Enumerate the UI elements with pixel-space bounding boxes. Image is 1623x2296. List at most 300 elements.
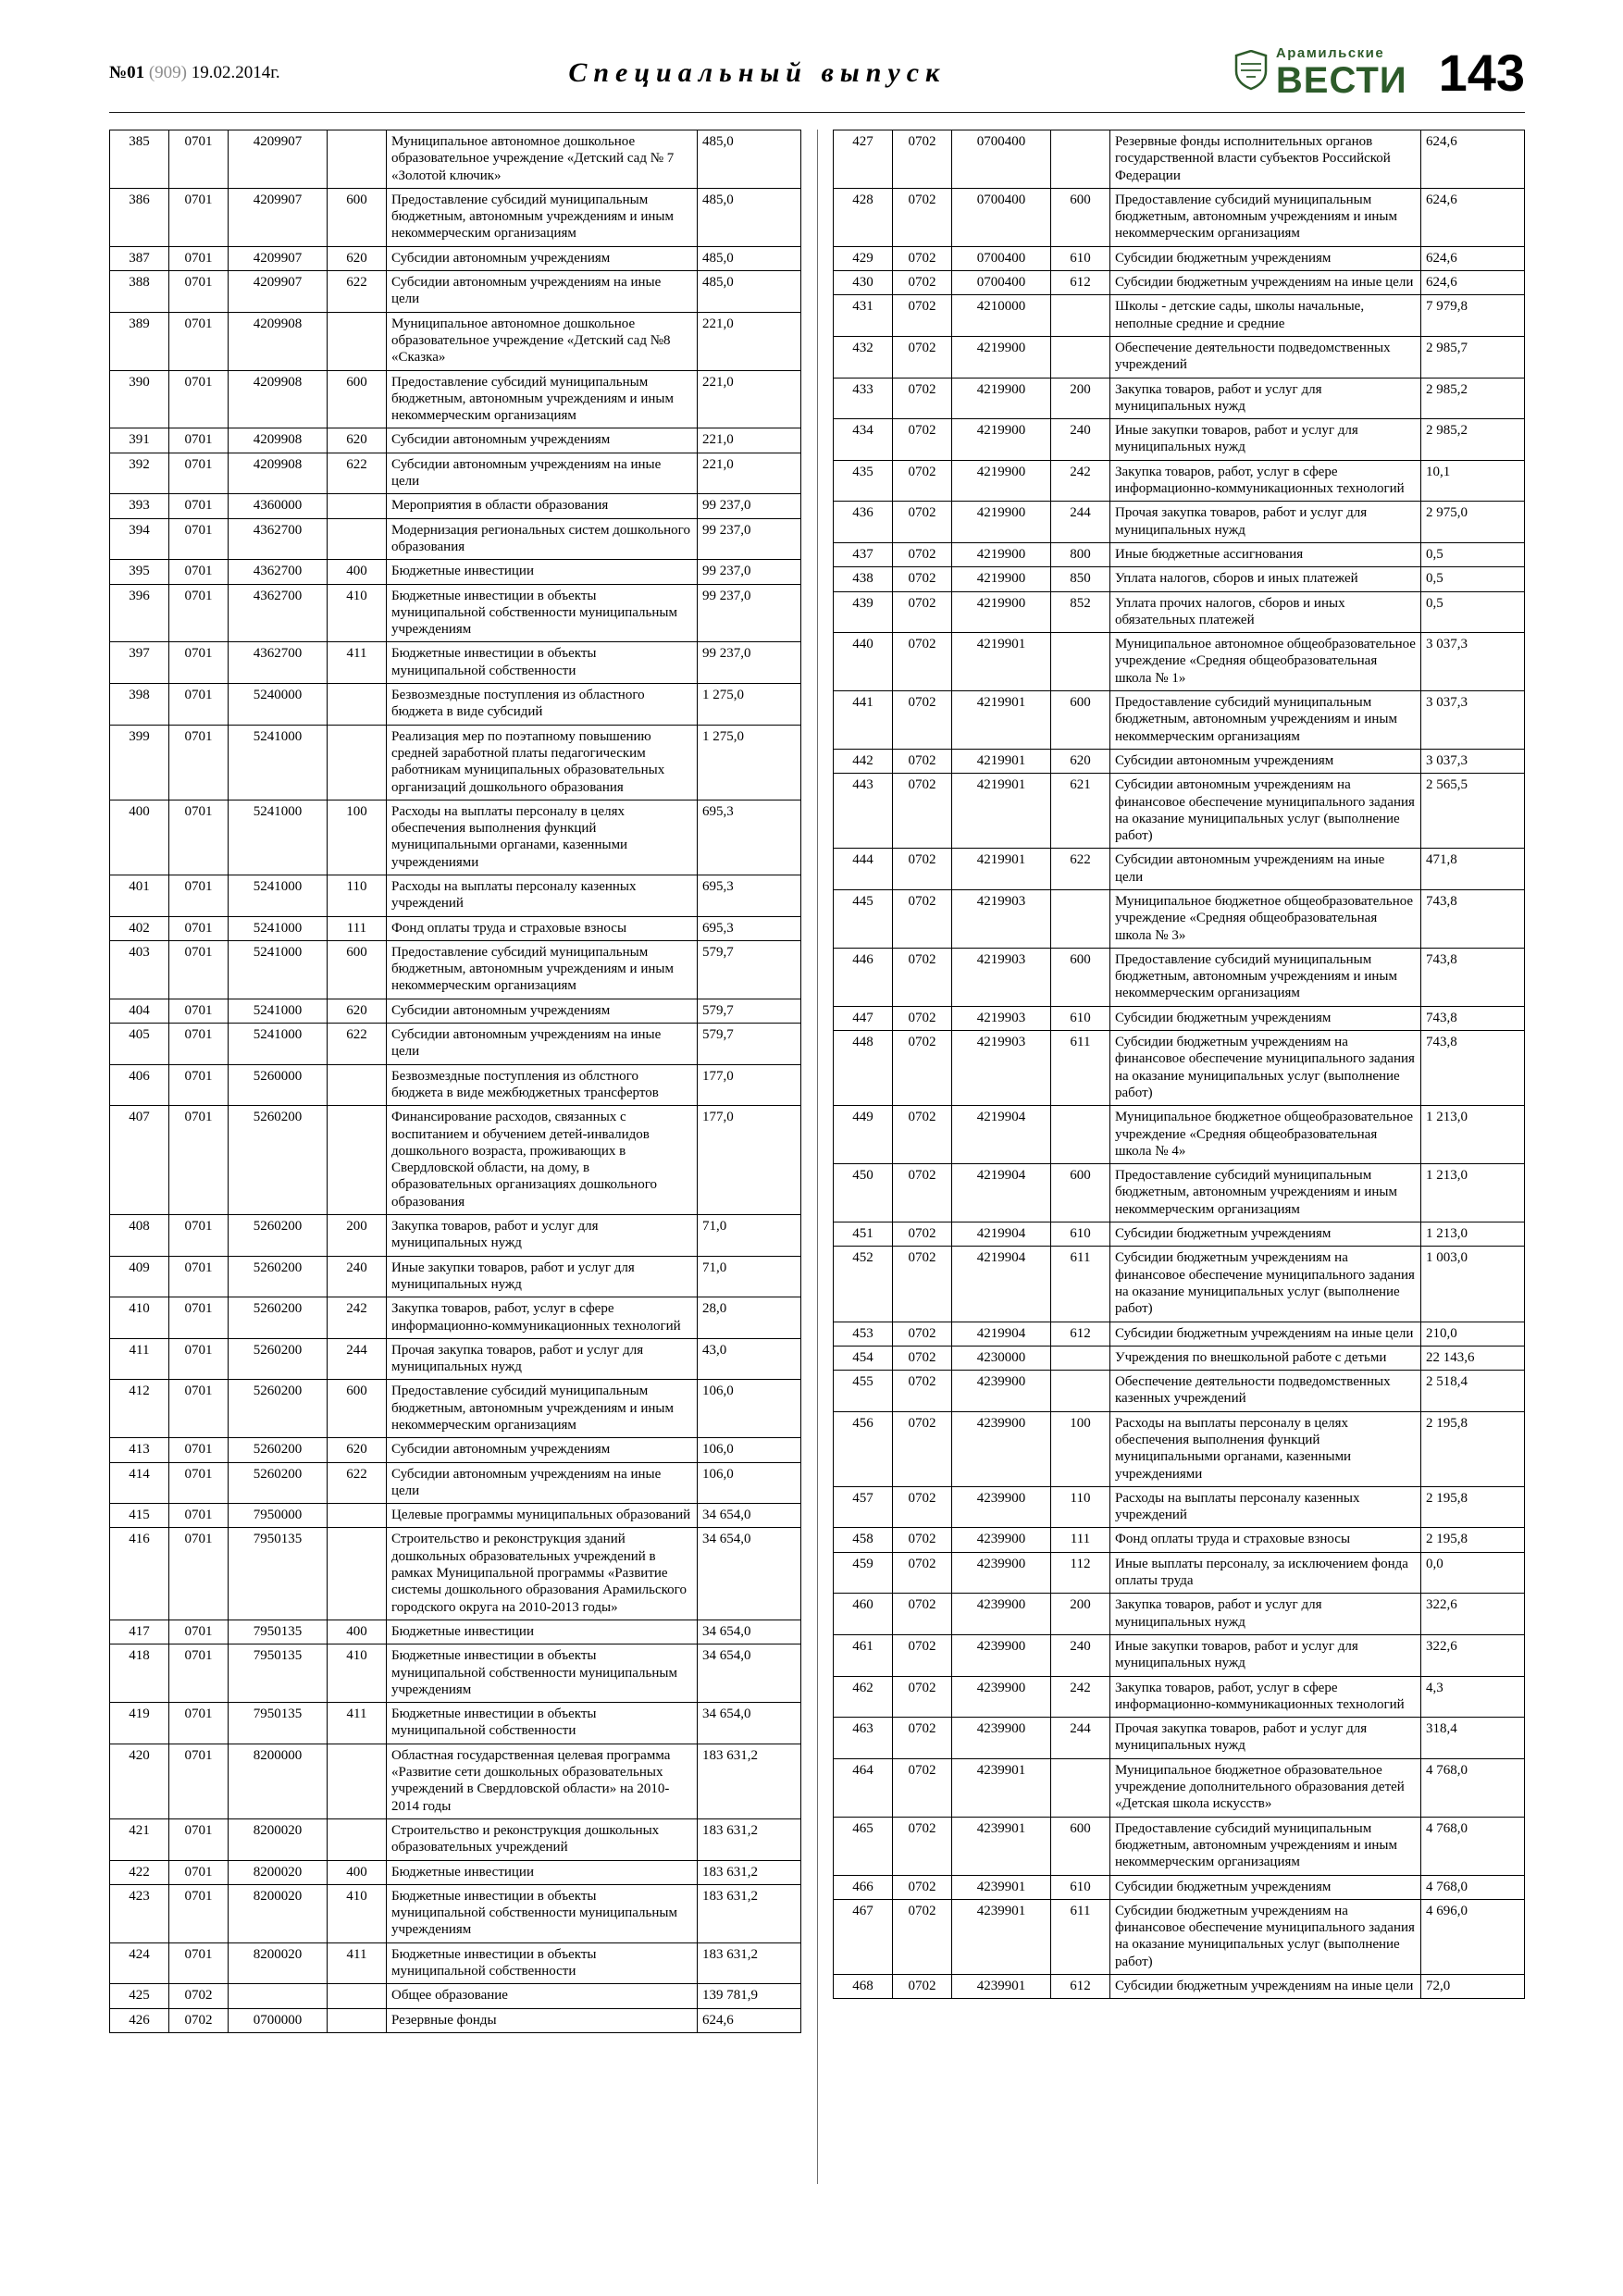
- row-number-cell: 467: [834, 1899, 893, 1974]
- target-item-code-cell: 8200020: [229, 1942, 328, 1984]
- amount-cell: 221,0: [698, 453, 801, 494]
- amount-cell: 2 985,2: [1421, 378, 1525, 419]
- expense-type-code-cell: 411: [328, 1703, 387, 1744]
- amount-cell: 579,7: [698, 1024, 801, 1065]
- section-code-cell: 0702: [893, 849, 952, 890]
- table-row: [110, 1064, 801, 1106]
- target-item-code-cell: 4219900: [952, 542, 1051, 566]
- section-code-cell: 0702: [893, 1222, 952, 1247]
- amount-cell: 2 195,8: [1421, 1528, 1525, 1552]
- expense-type-code-cell: 200: [328, 1215, 387, 1257]
- description-cell: Строительство и реконструкция дошкольных образовательных учреждений: [387, 1818, 698, 1860]
- description-cell: Муниципальное бюджетное образовательное учреждение дополнительного образования детей «Детская школа искусств»: [1110, 1758, 1421, 1817]
- table-row: [110, 1256, 801, 1297]
- expense-type-code-cell: 242: [1051, 1676, 1110, 1718]
- section-code-cell: 0702: [893, 1164, 952, 1222]
- row-number-cell: 422: [110, 1860, 169, 1884]
- row-number-cell: 418: [110, 1644, 169, 1703]
- section-code-cell: 0701: [169, 999, 229, 1023]
- expense-type-code-cell: [1051, 1346, 1110, 1370]
- amount-cell: 2 518,4: [1421, 1371, 1525, 1412]
- description-cell: Расходы на выплаты персоналу в целях обеспечения выполнения функций муниципальными органами, казенными учреждениями: [1110, 1411, 1421, 1486]
- target-item-code-cell: 4219901: [952, 691, 1051, 750]
- amount-cell: 2 975,0: [1421, 502, 1525, 543]
- section-code-cell: 0702: [893, 1247, 952, 1322]
- section-code-cell: 0702: [893, 271, 952, 295]
- amount-cell: 210,0: [1421, 1322, 1525, 1346]
- description-cell: Предоставление субсидий муниципальным бюджетным, автономным учреждениям и иным некоммерческим организациям: [1110, 691, 1421, 750]
- table-row: [110, 1942, 801, 1984]
- expense-type-code-cell: 611: [1051, 1247, 1110, 1322]
- row-number-cell: 389: [110, 312, 169, 370]
- target-item-code-cell: 4219900: [952, 378, 1051, 419]
- description-cell: Бюджетные инвестиции в объекты муниципальной собственности муниципальным учреждениям: [387, 1884, 698, 1942]
- section-code-cell: 0702: [169, 2008, 229, 2032]
- issue-code: (909): [148, 62, 187, 82]
- description-cell: Бюджетные инвестиции в объекты муниципальной собственности муниципальным учреждениям: [387, 1644, 698, 1703]
- section-code-cell: 0702: [893, 1676, 952, 1718]
- section-code-cell: 0702: [893, 130, 952, 189]
- description-cell: Муниципальное автономное дошкольное образовательное учреждение «Детский сад №8 «Сказка»: [387, 312, 698, 370]
- target-item-code-cell: 4219903: [952, 889, 1051, 948]
- section-code-cell: 0702: [893, 948, 952, 1006]
- target-item-code-cell: 4239901: [952, 1758, 1051, 1817]
- table-row: [110, 584, 801, 642]
- table-row: [834, 188, 1525, 246]
- section-code-cell: 0702: [893, 774, 952, 849]
- amount-cell: 485,0: [698, 130, 801, 189]
- description-cell: Субсидии бюджетным учреждениям на финансовое обеспечение муниципального задания на оказание муниципальных услуг (выполнение работ): [1110, 1247, 1421, 1322]
- description-cell: Бюджетные инвестиции в объекты муниципальной собственности муниципальным учреждениям: [387, 584, 698, 642]
- row-number-cell: 441: [834, 691, 893, 750]
- expense-type-code-cell: 410: [328, 1644, 387, 1703]
- expense-type-code-cell: 610: [1051, 246, 1110, 270]
- table-row: [110, 940, 801, 999]
- expense-type-code-cell: 240: [328, 1256, 387, 1297]
- row-number-cell: 391: [110, 428, 169, 453]
- section-code-cell: 0701: [169, 1884, 229, 1942]
- row-number-cell: 393: [110, 494, 169, 518]
- section-code-cell: 0702: [893, 378, 952, 419]
- section-code-cell: 0702: [893, 1817, 952, 1875]
- amount-cell: 183 631,2: [698, 1744, 801, 1818]
- table-row: [834, 1634, 1525, 1676]
- row-number-cell: 421: [110, 1818, 169, 1860]
- expense-type-code-cell: [328, 1818, 387, 1860]
- row-number-cell: 435: [834, 460, 893, 502]
- section-code-cell: 0701: [169, 1064, 229, 1106]
- expense-type-code-cell: [1051, 633, 1110, 691]
- description-cell: Субсидии бюджетным учреждениям: [1110, 1006, 1421, 1030]
- description-cell: Иные закупки товаров, работ и услуг для муниципальных нужд: [1110, 419, 1421, 461]
- target-item-code-cell: 4219904: [952, 1322, 1051, 1346]
- section-code-cell: 0701: [169, 916, 229, 940]
- section-code-cell: 0701: [169, 1504, 229, 1528]
- amount-cell: 99 237,0: [698, 584, 801, 642]
- description-cell: Обеспечение деятельности подведомственных учреждений: [1110, 336, 1421, 378]
- target-item-code-cell: 4239900: [952, 1411, 1051, 1486]
- row-number-cell: 399: [110, 725, 169, 800]
- row-number-cell: 465: [834, 1817, 893, 1875]
- target-item-code-cell: 4219900: [952, 591, 1051, 633]
- target-item-code-cell: 4209907: [229, 130, 328, 189]
- page-header: [109, 43, 1525, 113]
- target-item-code-cell: 4219901: [952, 849, 1051, 890]
- row-number-cell: 442: [834, 749, 893, 773]
- target-item-code-cell: 4210000: [952, 295, 1051, 337]
- amount-cell: 99 237,0: [698, 642, 801, 684]
- table-row: [834, 1031, 1525, 1106]
- description-cell: Муниципальное автономное дошкольное образовательное учреждение «Детский сад № 7 «Золотой ключик»: [387, 130, 698, 189]
- section-code-cell: 0701: [169, 453, 229, 494]
- section-code-cell: 0701: [169, 1462, 229, 1504]
- row-number-cell: 407: [110, 1106, 169, 1215]
- table-row: [834, 591, 1525, 633]
- target-item-code-cell: 4209908: [229, 370, 328, 428]
- row-number-cell: 444: [834, 849, 893, 890]
- description-cell: Предоставление субсидий муниципальным бюджетным, автономным учреждениям и иным некоммерческим организациям: [387, 188, 698, 246]
- description-cell: Закупка товаров, работ, услуг в сфере информационно-коммуникационных технологий: [1110, 460, 1421, 502]
- amount-cell: 743,8: [1421, 948, 1525, 1006]
- expense-type-code-cell: 242: [328, 1297, 387, 1339]
- section-code-cell: 0701: [169, 584, 229, 642]
- section-code-cell: 0702: [893, 295, 952, 337]
- amount-cell: 43,0: [698, 1338, 801, 1380]
- target-item-code-cell: 5241000: [229, 999, 328, 1023]
- page-number: 143: [1438, 43, 1525, 102]
- table-row: [110, 1528, 801, 1620]
- table-row: [834, 1676, 1525, 1718]
- description-cell: Прочая закупка товаров, работ и услуг для муниципальных нужд: [1110, 502, 1421, 543]
- expense-type-code-cell: 611: [1051, 1031, 1110, 1106]
- target-item-code-cell: 4362700: [229, 518, 328, 560]
- description-cell: Субсидии автономным учреждениям: [387, 428, 698, 453]
- table-row: [834, 1758, 1525, 1817]
- table-row: [834, 460, 1525, 502]
- table-row: [834, 1875, 1525, 1899]
- expense-type-code-cell: [1051, 889, 1110, 948]
- amount-cell: 10,1: [1421, 460, 1525, 502]
- section-code-cell: 0701: [169, 725, 229, 800]
- amount-cell: 3 037,3: [1421, 691, 1525, 750]
- target-item-code-cell: 4219900: [952, 460, 1051, 502]
- table-row: [834, 948, 1525, 1006]
- target-item-code-cell: 5260200: [229, 1338, 328, 1380]
- target-item-code-cell: 4219903: [952, 1006, 1051, 1030]
- description-cell: Безвозмездные поступления из облстного бюджета в виде межбюджетных трансфертов: [387, 1064, 698, 1106]
- section-code-cell: 0701: [169, 1297, 229, 1339]
- target-item-code-cell: 4230000: [952, 1346, 1051, 1370]
- table-row: [110, 1215, 801, 1257]
- description-cell: Резервные фонды: [387, 2008, 698, 2032]
- expense-type-code-cell: 110: [328, 875, 387, 916]
- table-row: [110, 1703, 801, 1744]
- row-number-cell: 456: [834, 1411, 893, 1486]
- expense-type-code-cell: 400: [328, 560, 387, 584]
- amount-cell: 2 985,7: [1421, 336, 1525, 378]
- description-cell: Предоставление субсидий муниципальным бюджетным, автономным учреждениям и иным некоммерческим организациям: [387, 1380, 698, 1438]
- expense-type-code-cell: [328, 1106, 387, 1215]
- target-item-code-cell: 4362700: [229, 584, 328, 642]
- row-number-cell: 416: [110, 1528, 169, 1620]
- row-number-cell: 426: [110, 2008, 169, 2032]
- row-number-cell: 385: [110, 130, 169, 189]
- description-cell: Расходы на выплаты персоналу в целях обеспечения выполнения функций муниципальными органами, казенными учреждениями: [387, 800, 698, 875]
- row-number-cell: 459: [834, 1552, 893, 1594]
- table-row: [834, 1322, 1525, 1346]
- row-number-cell: 430: [834, 271, 893, 295]
- row-number-cell: 394: [110, 518, 169, 560]
- table-row: [110, 642, 801, 684]
- table-row: [110, 1338, 801, 1380]
- section-code-cell: 0701: [169, 875, 229, 916]
- row-number-cell: 448: [834, 1031, 893, 1106]
- amount-cell: 4 768,0: [1421, 1758, 1525, 1817]
- target-item-code-cell: 5260200: [229, 1215, 328, 1257]
- row-number-cell: 396: [110, 584, 169, 642]
- table-row: [110, 1620, 801, 1644]
- description-cell: Прочая закупка товаров, работ и услуг для муниципальных нужд: [387, 1338, 698, 1380]
- amount-cell: 2 565,5: [1421, 774, 1525, 849]
- table-row: [110, 1984, 801, 2008]
- section-code-cell: 0701: [169, 684, 229, 726]
- row-number-cell: 464: [834, 1758, 893, 1817]
- description-cell: Мероприятия в области образования: [387, 494, 698, 518]
- table-row: [834, 1222, 1525, 1247]
- amount-cell: 624,6: [1421, 271, 1525, 295]
- amount-cell: 183 631,2: [698, 1860, 801, 1884]
- row-number-cell: 386: [110, 188, 169, 246]
- row-number-cell: 392: [110, 453, 169, 494]
- table-row: [110, 1744, 801, 1818]
- target-item-code-cell: 4239900: [952, 1528, 1051, 1552]
- table-row: [834, 774, 1525, 849]
- section-code-cell: 0702: [893, 633, 952, 691]
- amount-cell: 0,5: [1421, 542, 1525, 566]
- section-code-cell: 0701: [169, 1024, 229, 1065]
- target-item-code-cell: 5260200: [229, 1438, 328, 1462]
- expense-type-code-cell: 240: [1051, 419, 1110, 461]
- table-row: [834, 1528, 1525, 1552]
- target-item-code-cell: 4239900: [952, 1486, 1051, 1528]
- brand-name: ВЕСТИ: [1275, 60, 1407, 101]
- section-code-cell: 0701: [169, 1620, 229, 1644]
- description-cell: Иные закупки товаров, работ и услуг для муниципальных нужд: [1110, 1634, 1421, 1676]
- amount-cell: 99 237,0: [698, 560, 801, 584]
- amount-cell: 99 237,0: [698, 518, 801, 560]
- expense-type-code-cell: [1051, 1106, 1110, 1164]
- expense-type-code-cell: 112: [1051, 1552, 1110, 1594]
- table-row: [110, 428, 801, 453]
- description-cell: Предоставление субсидий муниципальным бюджетным, автономным учреждениям и иным некоммерческим организациям: [387, 940, 698, 999]
- expense-type-code-cell: 110: [1051, 1486, 1110, 1528]
- row-number-cell: 437: [834, 542, 893, 566]
- table-row: [110, 1818, 801, 1860]
- expense-type-code-cell: 244: [328, 1338, 387, 1380]
- table-row: [110, 1504, 801, 1528]
- row-number-cell: 424: [110, 1942, 169, 1984]
- target-item-code-cell: 4209907: [229, 271, 328, 313]
- description-cell: Иные бюджетные ассигнования: [1110, 542, 1421, 566]
- description-cell: Субсидии бюджетным учреждениям на финансовое обеспечение муниципального задания на оказание муниципальных услуг (выполнение работ): [1110, 1031, 1421, 1106]
- section-code-cell: 0702: [893, 1899, 952, 1974]
- expense-type-code-cell: 600: [1051, 1817, 1110, 1875]
- table-row: [834, 1718, 1525, 1759]
- amount-cell: 106,0: [698, 1462, 801, 1504]
- target-item-code-cell: 4239901: [952, 1875, 1051, 1899]
- target-item-code-cell: 7950135: [229, 1644, 328, 1703]
- target-item-code-cell: 0700400: [952, 188, 1051, 246]
- section-code-cell: 0701: [169, 940, 229, 999]
- row-number-cell: 450: [834, 1164, 893, 1222]
- newspaper-brand: [1234, 46, 1407, 99]
- row-number-cell: 403: [110, 940, 169, 999]
- table-row: [110, 1860, 801, 1884]
- amount-cell: 743,8: [1421, 1006, 1525, 1030]
- row-number-cell: 455: [834, 1371, 893, 1412]
- description-cell: Бюджетные инвестиции в объекты муниципальной собственности: [387, 1703, 698, 1744]
- expense-type-code-cell: 411: [328, 1942, 387, 1984]
- expense-type-code-cell: [1051, 1371, 1110, 1412]
- amount-cell: 28,0: [698, 1297, 801, 1339]
- row-number-cell: 402: [110, 916, 169, 940]
- description-cell: Муниципальное бюджетное общеобразовательное учреждение «Средняя общеобразовательная школа № 4»: [1110, 1106, 1421, 1164]
- row-number-cell: 463: [834, 1718, 893, 1759]
- expense-type-code-cell: [328, 1064, 387, 1106]
- amount-cell: 3 037,3: [1421, 749, 1525, 773]
- amount-cell: 579,7: [698, 940, 801, 999]
- description-cell: Резервные фонды исполнительных органов государственной власти субъектов Российской Федерации: [1110, 130, 1421, 189]
- description-cell: Субсидии автономным учреждениям на иные цели: [387, 453, 698, 494]
- description-cell: Безвозмездные поступления из областного бюджета в виде субсидий: [387, 684, 698, 726]
- section-code-cell: 0701: [169, 518, 229, 560]
- table-row: [834, 542, 1525, 566]
- target-item-code-cell: 5241000: [229, 800, 328, 875]
- expense-type-code-cell: [328, 684, 387, 726]
- section-code-cell: 0701: [169, 1106, 229, 1215]
- table-row: [110, 725, 801, 800]
- table-row: [834, 1552, 1525, 1594]
- row-number-cell: 400: [110, 800, 169, 875]
- description-cell: Субсидии бюджетным учреждениям на иные цели: [1110, 1322, 1421, 1346]
- row-number-cell: 398: [110, 684, 169, 726]
- target-item-code-cell: 0700400: [952, 130, 1051, 189]
- row-number-cell: 428: [834, 188, 893, 246]
- description-cell: Фонд оплаты труда и страховые взносы: [1110, 1528, 1421, 1552]
- table-row: [834, 1247, 1525, 1322]
- row-number-cell: 432: [834, 336, 893, 378]
- section-code-cell: 0702: [893, 419, 952, 461]
- description-cell: Уплата прочих налогов, сборов и иных обязательных платежей: [1110, 591, 1421, 633]
- expense-type-code-cell: 620: [328, 246, 387, 270]
- description-cell: Школы - детские сады, школы начальные, неполные средние и средние: [1110, 295, 1421, 337]
- expense-type-code-cell: [1051, 295, 1110, 337]
- target-item-code-cell: 0700000: [229, 2008, 328, 2032]
- expense-type-code-cell: 621: [1051, 774, 1110, 849]
- row-number-cell: 458: [834, 1528, 893, 1552]
- amount-cell: 22 143,6: [1421, 1346, 1525, 1370]
- description-cell: Субсидии бюджетным учреждениям: [1110, 246, 1421, 270]
- expense-type-code-cell: [1051, 336, 1110, 378]
- section-code-cell: 0701: [169, 370, 229, 428]
- section-code-cell: 0701: [169, 271, 229, 313]
- table-row: [110, 494, 801, 518]
- expense-type-code-cell: 400: [328, 1860, 387, 1884]
- expense-type-code-cell: [328, 1528, 387, 1620]
- table-row: [110, 875, 801, 916]
- table-row: [834, 1411, 1525, 1486]
- table-row: [834, 889, 1525, 948]
- target-item-code-cell: 4239900: [952, 1552, 1051, 1594]
- section-code-cell: 0702: [893, 1758, 952, 1817]
- expense-type-code-cell: 411: [328, 642, 387, 684]
- table-row: [834, 1346, 1525, 1370]
- table-row: [110, 370, 801, 428]
- row-number-cell: 387: [110, 246, 169, 270]
- expense-type-code-cell: [328, 130, 387, 189]
- description-cell: Уплата налогов, сборов и иных платежей: [1110, 567, 1421, 591]
- budget-tables: [109, 130, 1525, 2184]
- amount-cell: 485,0: [698, 188, 801, 246]
- target-item-code-cell: 0700400: [952, 271, 1051, 295]
- target-item-code-cell: 4219904: [952, 1222, 1051, 1247]
- row-number-cell: 443: [834, 774, 893, 849]
- table-row: [110, 312, 801, 370]
- target-item-code-cell: 5260200: [229, 1297, 328, 1339]
- expense-type-code-cell: 200: [1051, 378, 1110, 419]
- expense-type-code-cell: 622: [328, 1024, 387, 1065]
- expense-type-code-cell: [1051, 1758, 1110, 1817]
- row-number-cell: 429: [834, 246, 893, 270]
- expense-type-code-cell: 100: [1051, 1411, 1110, 1486]
- expense-type-code-cell: 600: [328, 188, 387, 246]
- amount-cell: 695,3: [698, 875, 801, 916]
- target-item-code-cell: 5240000: [229, 684, 328, 726]
- section-code-cell: 0702: [893, 567, 952, 591]
- section-code-cell: 0702: [893, 246, 952, 270]
- section-code-cell: 0701: [169, 560, 229, 584]
- row-number-cell: 461: [834, 1634, 893, 1676]
- target-item-code-cell: 5241000: [229, 940, 328, 999]
- description-cell: Закупка товаров, работ, услуг в сфере информационно-коммуникационных технологий: [387, 1297, 698, 1339]
- amount-cell: 34 654,0: [698, 1644, 801, 1703]
- table-row: [834, 130, 1525, 189]
- section-code-cell: 0702: [893, 1634, 952, 1676]
- expense-type-code-cell: 620: [328, 1438, 387, 1462]
- target-item-code-cell: 5260000: [229, 1064, 328, 1106]
- row-number-cell: 405: [110, 1024, 169, 1065]
- row-number-cell: 388: [110, 271, 169, 313]
- brand-name-top: Арамильские: [1275, 45, 1385, 61]
- amount-cell: 743,8: [1421, 1031, 1525, 1106]
- table-row: [110, 188, 801, 246]
- row-number-cell: 420: [110, 1744, 169, 1818]
- target-item-code-cell: 4219901: [952, 633, 1051, 691]
- table-row: [110, 684, 801, 726]
- target-item-code-cell: 4219901: [952, 749, 1051, 773]
- description-cell: Субсидии бюджетным учреждениям: [1110, 1222, 1421, 1247]
- target-item-code-cell: 5260200: [229, 1380, 328, 1438]
- row-number-cell: 447: [834, 1006, 893, 1030]
- expense-type-code-cell: 610: [1051, 1875, 1110, 1899]
- description-cell: Предоставление субсидий муниципальным бюджетным, автономным учреждениям и иным некоммерческим организациям: [1110, 948, 1421, 1006]
- row-number-cell: 427: [834, 130, 893, 189]
- target-item-code-cell: 4239901: [952, 1975, 1051, 1999]
- section-code-cell: 0702: [893, 1486, 952, 1528]
- description-cell: Модернизация региональных систем дошкольного образования: [387, 518, 698, 560]
- description-cell: Закупка товаров, работ и услуг для муниципальных нужд: [387, 1215, 698, 1257]
- expense-type-code-cell: 111: [1051, 1528, 1110, 1552]
